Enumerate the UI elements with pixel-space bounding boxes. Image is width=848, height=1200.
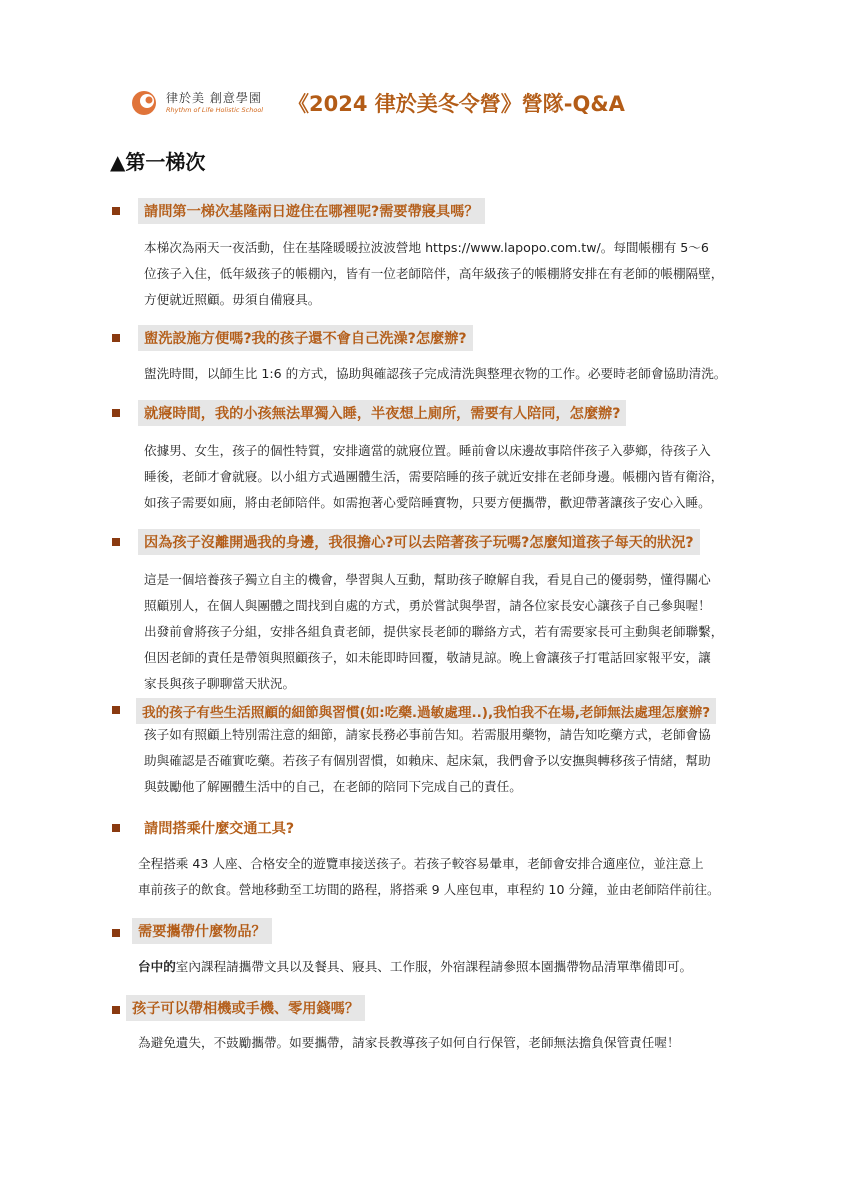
question: 請問第一梯次基隆兩日遊住在哪裡呢?需要帶寢具嗎？ — [138, 198, 485, 224]
answer-line: 位孩子入住，低年級孩子的帳棚內，皆有一位老師陪伴，高年級孩子的帳棚將安排在有老師的帳棚隔壁， — [144, 266, 724, 281]
school-logo — [130, 88, 270, 118]
logo-name: 律於美 創意學園 — [166, 91, 262, 105]
square-bullet-icon — [112, 409, 120, 417]
answer-line: 車前孩子的飲食。營地移動至工坊間的路程，將搭乘 9 人座包車，車程約 10 分鐘，並由老師陪伴前往。 — [138, 882, 720, 897]
answer-line: 依據男、女生，孩子的個性特質，安排適當的就寢位置。睡前會以床邊故事陪伴孩子入夢鄉，待孩子入 — [144, 443, 711, 458]
square-bullet-icon — [112, 538, 120, 546]
answer-line: 照顧別人，在個人與團體之間找到自處的方式，勇於嘗試與學習，請各位家長安心讓孩子自己參與喔！ — [144, 598, 711, 613]
question: 請問搭乘什麼交通工具? — [144, 821, 295, 837]
page-header — [130, 84, 770, 124]
answer-line: 睡後，老師才會就寢。以小組方式過團體生活，需要陪睡的孩子就近安排在老師身邊。帳棚內皆有衛浴， — [144, 469, 724, 484]
logo-subtitle: Rhythm of Life Holistic School — [166, 106, 264, 114]
answer-line: 與鼓勵他了解團體生活中的自己，在老師的陪同下完成自己的責任。 — [144, 779, 522, 794]
answer — [144, 567, 794, 697]
answer — [144, 235, 794, 313]
answer — [144, 438, 794, 516]
question: 盥洗設施方便嗎?我的孩子還不會自己洗澡?怎麼辦? — [138, 325, 473, 351]
square-bullet-icon — [112, 334, 120, 342]
question: 我的孩子有些生活照顧的細節與習慣(如:吃藥.過敏處理..),我怕我不在場,老師無法處理怎麼辦? — [136, 698, 716, 724]
square-bullet-icon — [112, 1006, 120, 1014]
answer-emphasis: 台中的 — [138, 959, 176, 974]
section-heading: ▲第一梯次 — [110, 150, 206, 174]
question: 需要攜帶什麼物品？ — [132, 918, 272, 944]
answer-line: 為避免遺失，不鼓勵攜帶。如要攜帶，請家長教導孩子如何自行保管，老師無法擔負保管責任喔！ — [138, 1035, 680, 1050]
answer-line: 但因老師的責任是帶領與照顧孩子，如未能即時回覆，敬請見諒。晚上會讓孩子打電話回家報平安，讓 — [144, 650, 711, 665]
logo-mark-icon — [130, 88, 162, 118]
answer-text: 室內課程請攜帶文具以及餐具、寢具、工作服，外宿課程請參照本園攜帶物品清單準備即可。 — [175, 959, 693, 974]
square-bullet-icon — [112, 706, 120, 714]
answer-line: 家長與孩子聊聊當天狀況。 — [144, 676, 296, 691]
page-title: 《2024 律於美冬令營》營隊-Q&A — [288, 92, 625, 116]
answer — [144, 361, 794, 387]
answer — [138, 1030, 788, 1056]
square-bullet-icon — [112, 929, 120, 937]
answer-line: 如孩子需要如廁，將由老師陪伴。如需抱著心愛陪睡寶物，只要方便攜帶，歡迎帶著讓孩子安心入睡。 — [144, 495, 711, 510]
answer-line: 出發前會將孩子分組，安排各組負責老師，提供家長老師的聯絡方式，若有需要家長可主動與老師聯繫， — [144, 624, 724, 639]
answer-line: 這是一個培養孩子獨立自主的機會，學習與人互動，幫助孩子瞭解自我，看見自己的優弱勢，懂得關心 — [144, 572, 711, 587]
answer-line: 孩子如有照顧上特別需注意的細節，請家長務必事前告知。若需服用藥物，請告知吃藥方式，老師會協 — [144, 727, 711, 742]
answer-line: 助與確認是否確實吃藥。若孩子有個別習慣，如賴床、起床氣，我們會予以安撫與轉移孩子情緒，幫助 — [144, 753, 711, 768]
answer-line — [138, 954, 788, 980]
question: 孩子可以帶相機或手機、零用錢嗎？ — [126, 995, 365, 1021]
answer-line: 全程搭乘 43 人座、合格安全的遊覽車接送孩子。若孩子較容易暈車，老師會安排合適座位，並注意上 — [138, 856, 704, 871]
answer-line: 方便就近照顧。毋須自備寢具。 — [144, 292, 321, 307]
question: 就寢時間，我的小孩無法單獨入睡，半夜想上廁所，需要有人陪同，怎麼辦? — [138, 400, 626, 426]
square-bullet-icon — [112, 207, 120, 215]
answer-line: 本梯次為兩天一夜活動，住在基隆暖暖拉波波營地 https://www.lapopo.com.tw/。每間帳棚有 5～6 — [144, 240, 709, 255]
answer — [144, 722, 794, 800]
answer-line: 盥洗時間，以師生比 1:6 的方式，協助與確認孩子完成清洗與整理衣物的工作。必要時老師會協助清洗。 — [144, 366, 727, 381]
answer — [138, 851, 788, 903]
question: 因為孩子沒離開過我的身邊，我很擔心?可以去陪著孩子玩嗎?怎麼知道孩子每天的狀況? — [138, 529, 700, 555]
answer — [138, 954, 788, 980]
square-bullet-icon — [112, 824, 120, 832]
